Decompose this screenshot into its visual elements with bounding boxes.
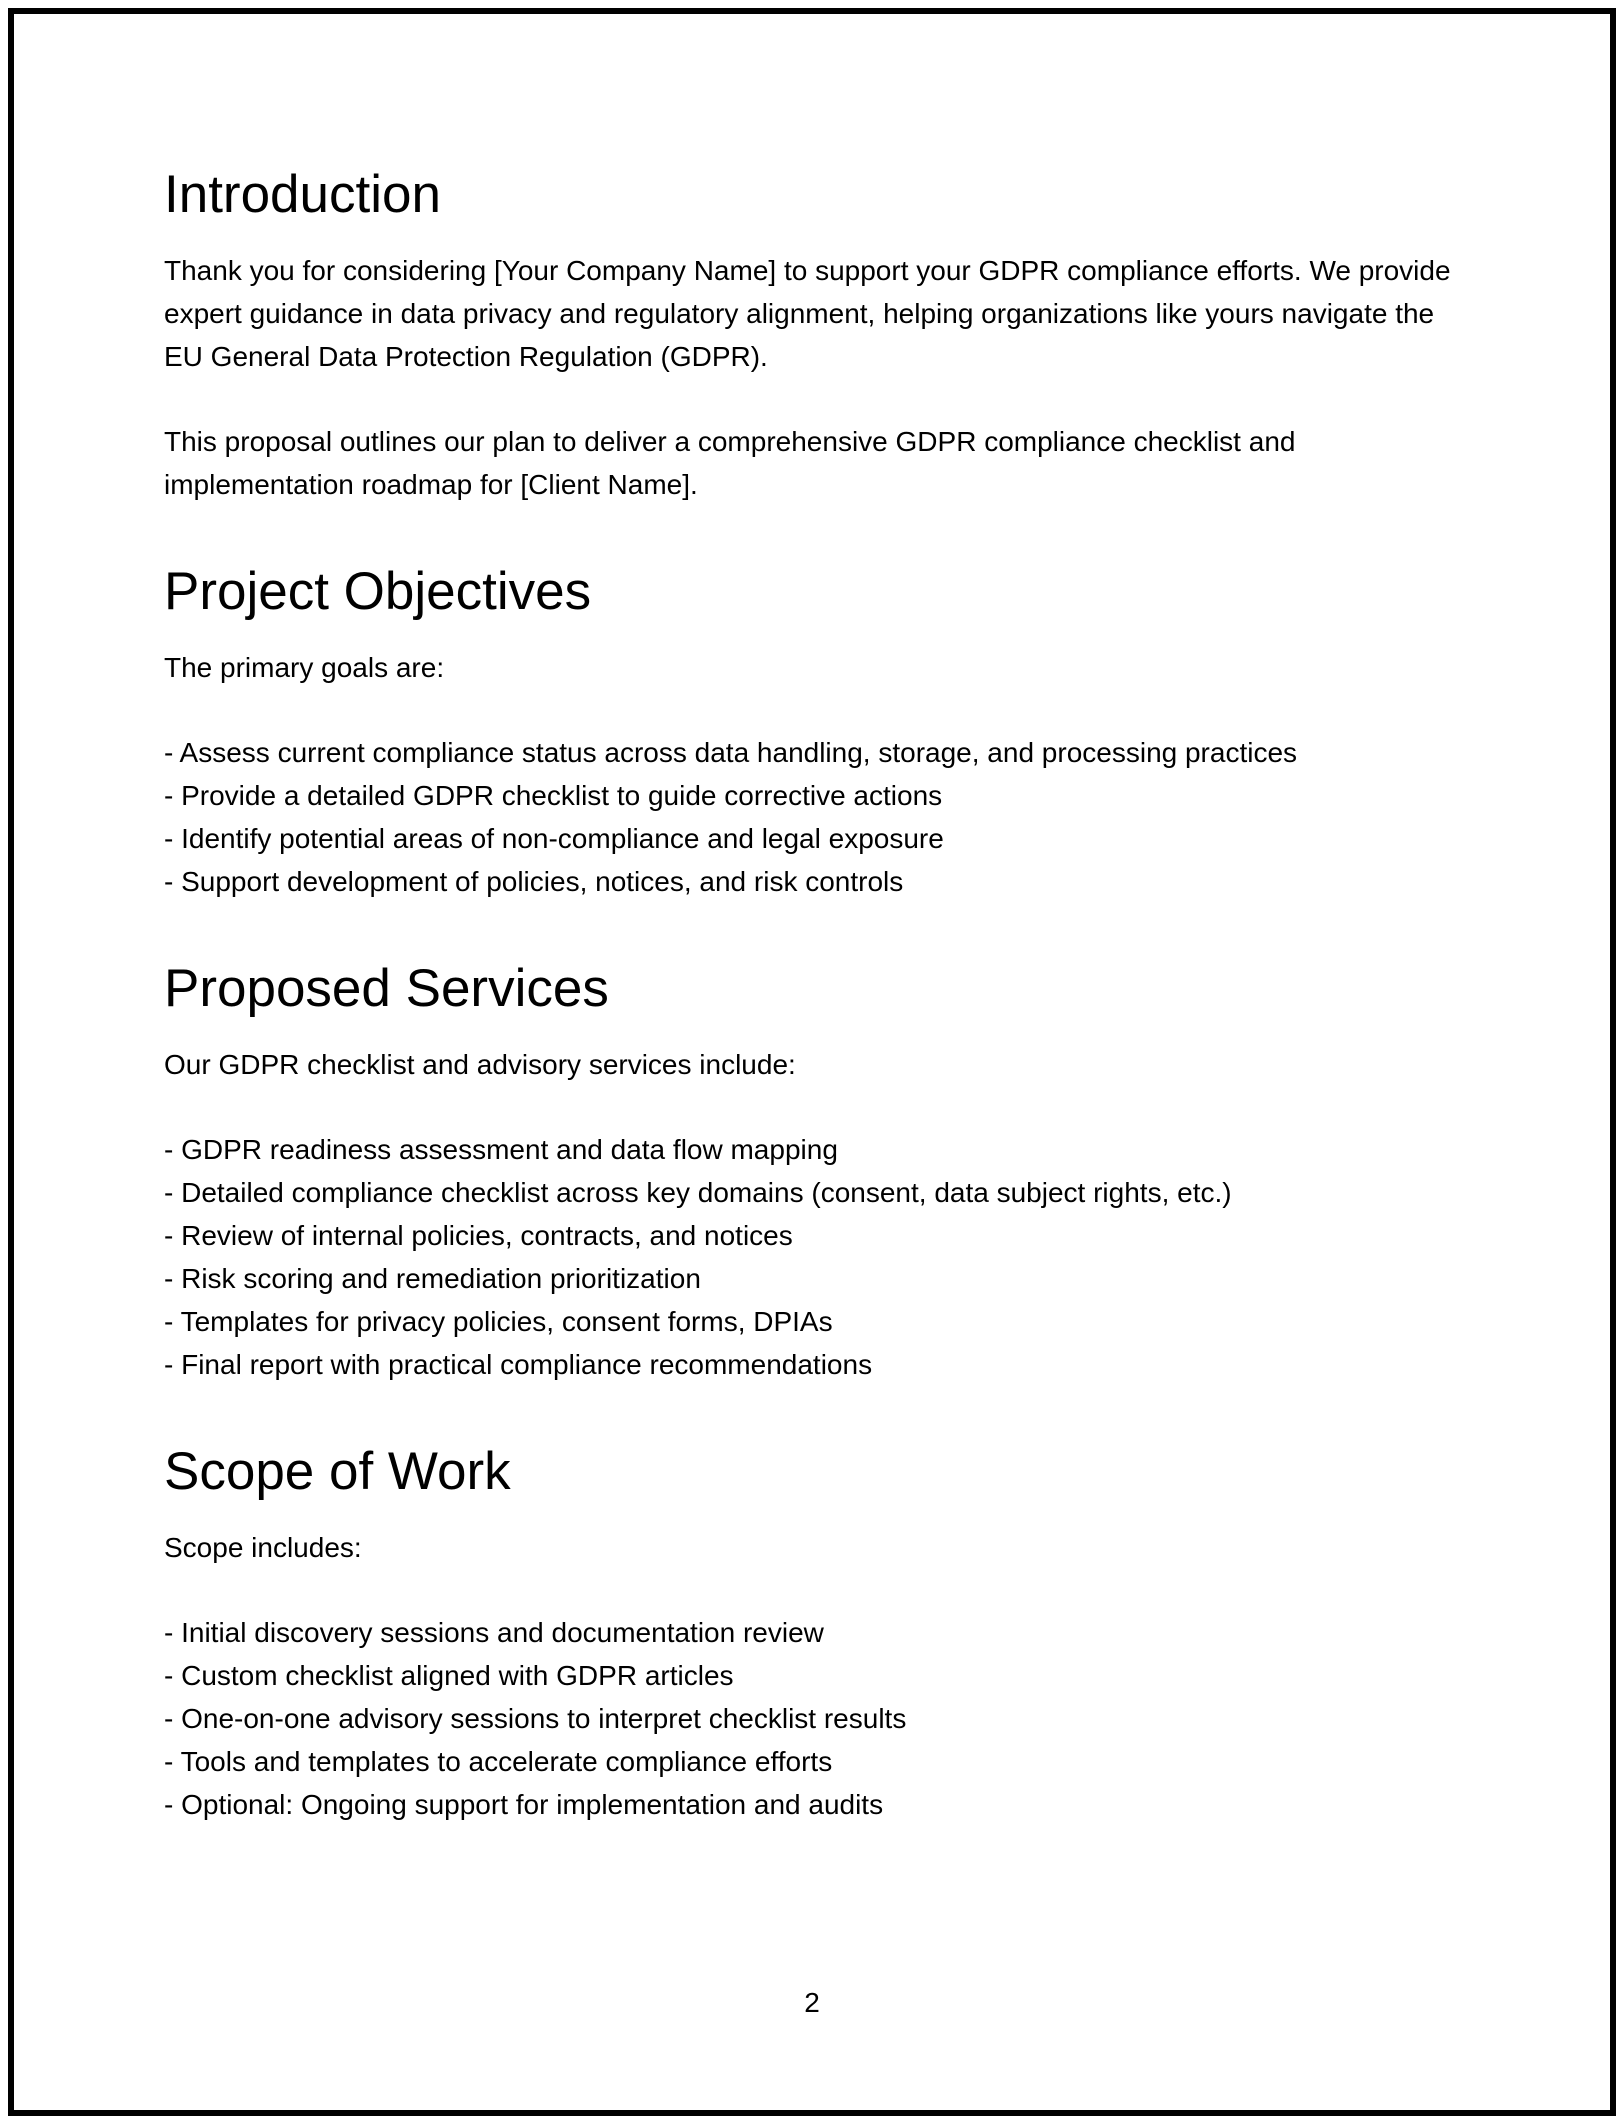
bullet-item: - Initial discovery sessions and documentation review bbox=[164, 1617, 824, 1648]
scope-of-work-bullets bbox=[164, 1611, 1460, 1826]
proposed-services-lead bbox=[164, 1043, 1460, 1086]
bullet-item: - Review of internal policies, contracts, and notices bbox=[164, 1220, 793, 1251]
bullet-item: - Risk scoring and remediation prioritization bbox=[164, 1263, 701, 1294]
project-objectives-bullets bbox=[164, 731, 1460, 903]
section-heading-proposed-services: Proposed Services bbox=[164, 959, 609, 1018]
paragraph-line: EU General Data Protection Regulation (GDPR). bbox=[164, 341, 768, 372]
bullet-item: - Final report with practical compliance recommendations bbox=[164, 1349, 873, 1380]
section-heading-introduction: Introduction bbox=[164, 165, 441, 224]
bullet-item: - Custom checklist aligned with GDPR articles bbox=[164, 1660, 734, 1691]
bullet-item: - Provide a detailed GDPR checklist to guide corrective actions bbox=[164, 780, 943, 811]
bullet-item: - GDPR readiness assessment and data flow mapping bbox=[164, 1134, 838, 1165]
paragraph-line: implementation roadmap for [Client Name]. bbox=[164, 469, 698, 500]
scope-of-work-lead bbox=[164, 1526, 1460, 1569]
paragraph-line: Scope includes: bbox=[164, 1532, 362, 1563]
page-number: 2 bbox=[804, 1987, 820, 2018]
paragraph-line: This proposal outlines our plan to deliver a comprehensive GDPR compliance checklist and bbox=[164, 426, 1296, 457]
project-objectives-lead bbox=[164, 646, 1460, 689]
intro-paragraph-1 bbox=[164, 249, 1460, 378]
bullet-item: - One-on-one advisory sessions to interpret checklist results bbox=[164, 1703, 907, 1734]
bullet-item: - Detailed compliance checklist across key domains (consent, data subject rights, etc.) bbox=[164, 1177, 1232, 1208]
paragraph-line: Thank you for considering [Your Company Name] to support your GDPR compliance efforts. We provide bbox=[164, 255, 1451, 286]
section-heading-project-objectives: Project Objectives bbox=[164, 562, 592, 621]
bullet-item: - Assess current compliance status across data handling, storage, and processing practices bbox=[164, 737, 1298, 768]
paragraph-line: The primary goals are: bbox=[164, 652, 445, 683]
intro-paragraph-2 bbox=[164, 420, 1460, 506]
bullet-item: - Tools and templates to accelerate compliance efforts bbox=[164, 1746, 833, 1777]
bullet-item: - Support development of policies, notices, and risk controls bbox=[164, 866, 904, 897]
paragraph-line: Our GDPR checklist and advisory services include: bbox=[164, 1049, 796, 1080]
bullet-item: - Templates for privacy policies, consent forms, DPIAs bbox=[164, 1306, 833, 1337]
proposed-services-bullets bbox=[164, 1128, 1460, 1386]
paragraph-line: expert guidance in data privacy and regulatory alignment, helping organizations like yours navigate the bbox=[164, 298, 1435, 329]
bullet-item: - Identify potential areas of non-compliance and legal exposure bbox=[164, 823, 944, 854]
section-heading-scope-of-work: Scope of Work bbox=[164, 1442, 511, 1501]
bullet-item: - Optional: Ongoing support for implementation and audits bbox=[164, 1789, 884, 1820]
